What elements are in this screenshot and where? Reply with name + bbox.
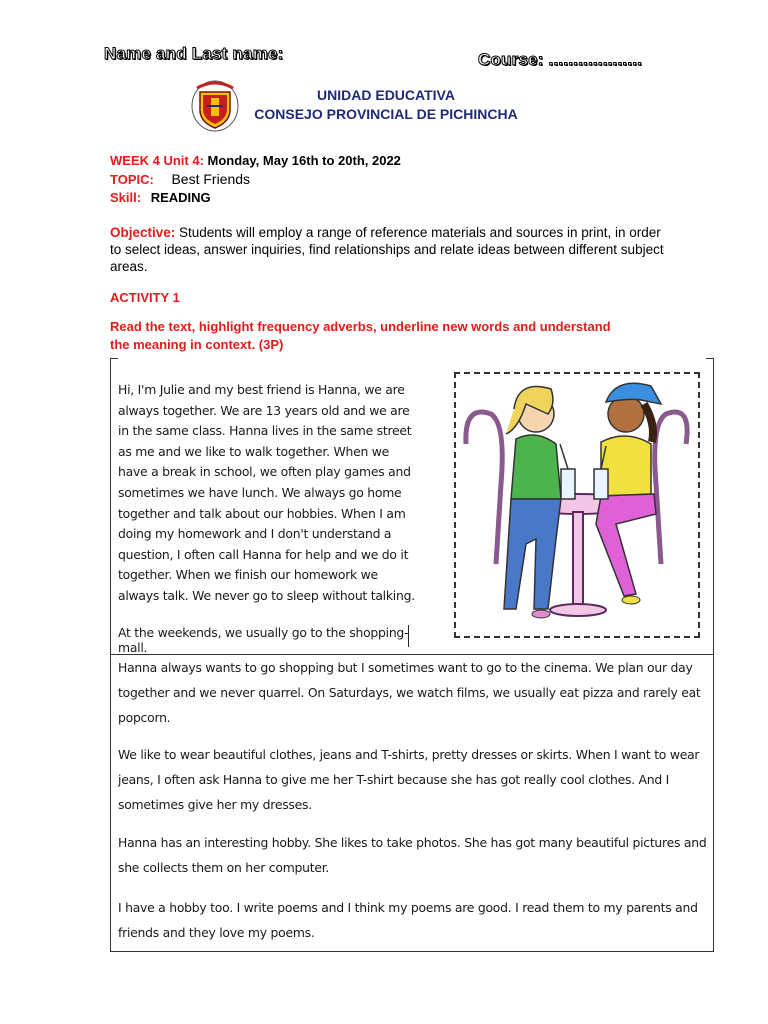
- reading-paragraph-6: I have a hobby too. I write poems and I think my poems are good. I read them to my parents and friends and they love my poems.: [118, 900, 698, 940]
- topic-label: TOPIC:: [110, 172, 154, 187]
- skill-line: [110, 190, 211, 205]
- reading-paragraph-5: Hanna has an interesting hobby. She likes to take photos. She has got many beautiful pictures and she collects them on her computer.: [118, 835, 707, 875]
- frame-corner-right: [706, 358, 714, 359]
- week-value: Monday, May 16th to 20th, 2022: [207, 153, 401, 168]
- reading-paragraph-3: Hanna always wants to go shopping but I sometimes want to go to the cinema. We plan our day together and we never quarrel. On Saturdays, we watch films, we usually eat pizza and rarely eat popcorn.: [118, 660, 701, 725]
- objective: [110, 224, 670, 275]
- best-friends-illustration: [456, 374, 698, 636]
- illustration-frame: [454, 372, 700, 638]
- activity-instruction: Read the text, highlight frequency adverbs, underline new words and understand the meaning in context. (3P): [110, 319, 611, 352]
- reading-paragraph-2: At the weekends, we usually go to the shopping-mall.: [118, 625, 409, 655]
- course-label: Course: ...................: [478, 50, 643, 69]
- school-name-line1: UNIDAD EDUCATIVA: [317, 87, 455, 103]
- week-line: [110, 153, 401, 168]
- reading-paragraph-4: We like to wear beautiful clothes, jeans and T-shirts, pretty dresses or skirts. When I want to wear jeans, I often ask Hanna to give me her T-shirt because she has got really cool clothes. And I sometimes give her my dresses.: [118, 747, 700, 812]
- name-label: Name and Last name:: [104, 44, 284, 63]
- text-cursor: [408, 625, 409, 647]
- topic-line: [110, 171, 250, 187]
- reading-paragraph-1: Hi, I'm Julie and my best friend is Hanna, we are always together. We are 13 years old and we are in the same class. Hanna lives in the same street as me and we like to walk together. When we have a break in school, we often play games and sometimes we have lunch. We always go home together and talk about our hobbies. When I am doing my homework and I don't understand a question, I often call Hanna for help and we do it together. When we finish our homework we always talk. We never go to sleep without talking.: [118, 382, 415, 603]
- objective-label: Objective:: [110, 225, 176, 240]
- activity-title: ACTIVITY 1: [110, 290, 180, 305]
- frame-corner-left: [110, 358, 118, 359]
- topic-value: Best Friends: [171, 171, 251, 187]
- week-label: WEEK 4 Unit 4:: [110, 153, 204, 168]
- school-name-line2: CONSEJO PROVINCIAL DE PICHINCHA: [254, 106, 518, 122]
- skill-label: Skill:: [110, 190, 142, 205]
- objective-text: Students will employ a range of reference materials and sources in print, in order to select ideas, answer inquiries, find relationships and relate ideas between different subject areas.: [110, 225, 664, 274]
- skill-value: READING: [150, 190, 211, 205]
